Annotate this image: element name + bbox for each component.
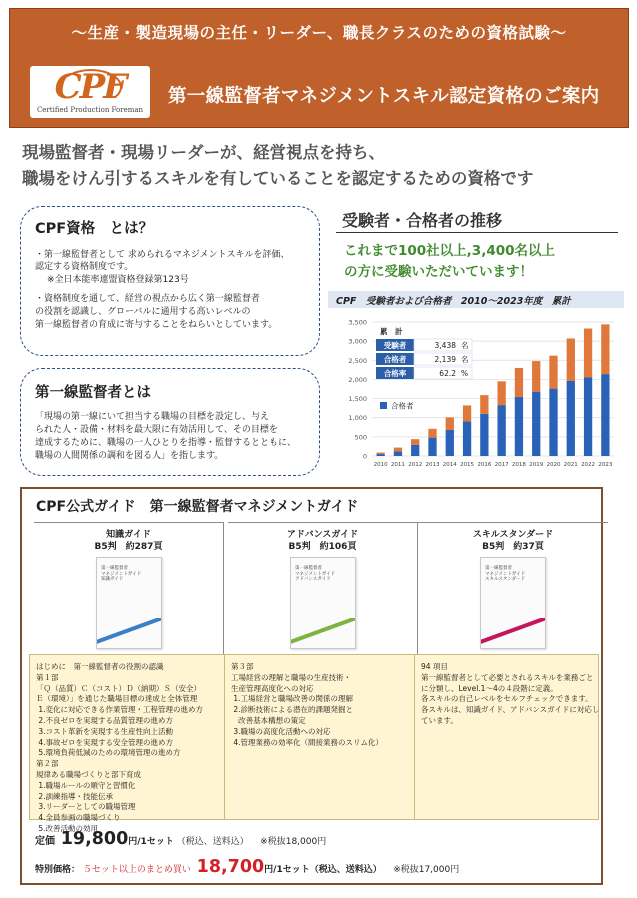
price-tax: （税込、送料込） <box>176 837 249 847</box>
stats-highlight-line-2: の方に受験いただいています！ <box>344 264 533 280</box>
summary-unit: % <box>461 369 469 378</box>
stats-title: 受験者・合格者の推移 <box>342 211 503 230</box>
box2-line-2: られた人・設備・材料を最大限に有効活用して、その目標を <box>35 425 278 435</box>
header-subtitle: 〜生産・製造現場の主任・リーダー、職長クラスのための資格試験〜 <box>71 24 567 42</box>
y-tick-label: 0 <box>362 452 367 461</box>
contents-knowledge <box>30 655 225 833</box>
x-tick-label: 2022 <box>581 462 596 468</box>
bar-examinees <box>549 356 557 389</box>
header-banner <box>9 8 629 128</box>
contents-table <box>29 654 600 833</box>
summary-unit: 名 <box>461 341 469 350</box>
bar-examinees <box>463 405 471 421</box>
bar-passers <box>584 378 592 456</box>
chart-header-text: CPF 受験者および合格者 2010〜2023年度 累計 <box>336 296 571 307</box>
book-size: B5判 約106頁 <box>288 542 357 552</box>
bar-examinees <box>376 453 384 455</box>
summary-title: 累 計 <box>380 327 403 336</box>
contents-advanced-text: 第３部 工場経営の理解と職場の生産技術・ 生産管理高度化への対応 1.工場経営と職場改善の関係の理解 2.診断技術による潜在的課題発掘と 改善基本構想の策定 3.職場の高度化活動への対応 4.管理業務の効率化（間接業務のスリム化） <box>231 662 384 747</box>
intro-text <box>22 140 533 192</box>
x-tick-label: 2011 <box>390 462 405 468</box>
special-amount: 18,700 <box>196 857 265 877</box>
bar-passers <box>428 438 436 456</box>
bar-examinees <box>480 395 488 414</box>
x-tick-label: 2012 <box>408 462 423 468</box>
bar-examinees <box>446 417 454 430</box>
price-label: 定価 <box>35 836 55 847</box>
box1-line-1: ・第一線監督者として 求められるマネジメントスキルを評価、 <box>35 250 290 260</box>
summary-value: 2,139 <box>434 355 456 364</box>
bar-examinees <box>567 338 575 380</box>
book-name: スキルスタンダード <box>472 530 554 540</box>
chart-header-band <box>328 291 624 308</box>
logo-letters: CPF <box>54 67 126 107</box>
cover-stripe <box>291 618 355 648</box>
bar-examinees <box>515 368 523 397</box>
bar-passers <box>515 397 523 456</box>
book-name: アドバンスガイド <box>286 530 359 540</box>
contents-skill-standard <box>415 655 600 819</box>
y-tick-label: 2,500 <box>348 356 367 365</box>
price-amount: 19,800 <box>60 829 129 849</box>
logo-caption: Certified Production Foreman <box>36 106 144 114</box>
x-tick-label: 2020 <box>546 462 561 468</box>
header-title: 第一線監督者マネジメントスキル認定資格のご案内 <box>168 86 600 107</box>
bar-passers <box>446 430 454 456</box>
guide-title: CPF公式ガイド 第一線監督者マネジメントガイド <box>36 499 359 515</box>
x-tick-label: 2014 <box>442 462 457 468</box>
special-condition: ５セット以上のまとめ買い <box>82 865 191 875</box>
x-tick-label: 2017 <box>494 462 509 468</box>
book-cover-image <box>290 557 356 649</box>
bar-passers <box>411 445 419 456</box>
box2-line-1: 「現場の第一線にいて担当する職場の目標を設定し、与え <box>35 412 270 422</box>
bar-passers <box>376 454 384 456</box>
stats-highlight <box>344 241 555 283</box>
summary-label: 合格率 <box>383 369 407 378</box>
x-tick-label: 2015 <box>460 462 475 468</box>
guide-section <box>20 487 603 885</box>
contents-knowledge-text: はじめに 第一線監督者の役割の認識 第１部 「Ｑ（品質）Ｃ（コスト）Ｄ（納期）Ｓ（安全） Ｅ（環境）」を通じた職場目標の達成と全体管理 1.変化に対応できる作業管理・工程管理の進め方 2.不良ゼロを実現する品質管理の進め方 3.コスト革新を実現する生産性向上活動 4.事故ゼロを実現する安全管理の進め方 5.環境負荷低減のための環境管理の進め方 第２部 規律ある職場づくりと部下育成 1.職場ルールの順守と習慣化 2.訓練指導・技能伝承 3.リーダーとしての職場管理 4.全員参画の職場づくり 5.改善活動の効用 <box>36 662 204 833</box>
y-tick-label: 3,000 <box>348 337 367 346</box>
x-tick-label: 2010 <box>373 462 388 468</box>
cpf-definition-title: CPF資格 とは？ <box>35 221 154 237</box>
bar-passers <box>601 374 609 456</box>
x-tick-label: 2016 <box>477 462 492 468</box>
contents-advanced <box>225 655 415 819</box>
box1-line-6: 第一線監督者の育成に寄与することをねらいとしています。 <box>35 320 278 330</box>
price-unit: 円/1セット <box>128 837 174 847</box>
box1-line-5: の役割を認識し、グローバルに通用する高いレベルの <box>35 307 251 317</box>
stats-title-underline <box>336 232 618 233</box>
book-cover-image <box>96 557 162 649</box>
bar-passers <box>532 392 540 456</box>
box2-line-3: 達成するために、職場の一人ひとりを指導・監督するとともに、 <box>35 438 297 448</box>
summary-label: 合格者 <box>383 355 407 364</box>
bar-passers <box>567 381 575 456</box>
book-cover-image <box>480 557 546 649</box>
legend-label: 合格者 <box>391 401 414 411</box>
x-tick-label: 2021 <box>563 462 578 468</box>
contents-skill-text: 94 項目 第一線監督者として必要とされるスキルを業務ごと に分類し、Level.1〜4の４段階に定義。 各スキルの自己レベルをセルフチェックできます。 各スキルは、知識ガイド、アドバンスガイドに対応し ています。 <box>421 662 600 725</box>
y-tick-label: 1,000 <box>348 414 367 423</box>
cpf-logo <box>30 66 150 118</box>
box1-line-2: 認定する資格制度です。 <box>35 262 134 272</box>
x-tick-label: 2023 <box>598 462 613 468</box>
bar-passers <box>394 451 402 456</box>
special-price <box>35 857 459 877</box>
bar-examinees <box>411 439 419 445</box>
bar-passers <box>463 422 471 456</box>
intro-line-1: 現場監督者・現場リーダーが、経営視点を持ち、 <box>22 143 385 162</box>
y-tick-label: 500 <box>354 433 367 442</box>
cpf-definition-box <box>20 206 320 356</box>
special-note: ※税抜17,000円 <box>393 865 460 875</box>
special-unit: 円/1セット（税込、送料込） <box>264 865 382 875</box>
bar-examinees <box>532 361 540 392</box>
y-tick-label: 2,000 <box>348 375 367 384</box>
x-tick-label: 2018 <box>511 462 526 468</box>
book-name: 知識ガイド <box>106 530 151 540</box>
regular-price <box>35 829 326 849</box>
bar-examinees <box>601 324 609 374</box>
book-column-knowledge <box>34 522 224 660</box>
price-note: ※税抜18,000円 <box>260 837 327 847</box>
cover-title: 第一線監督者 マネジメントガイド スキルスタンダード <box>485 566 526 582</box>
bar-examinees <box>428 429 436 438</box>
summary-label: 受験者 <box>383 341 407 350</box>
supervisor-definition-box <box>20 368 320 476</box>
y-tick-label: 1,500 <box>348 395 367 404</box>
stats-highlight-line-1: これまで100社以上,3,400名以上 <box>344 243 556 259</box>
x-tick-label: 2013 <box>425 462 440 468</box>
book-size: B5判 約37頁 <box>482 542 544 552</box>
cover-title: 第一線監督者 マネジメントガイド アドバンスガイド <box>295 566 336 582</box>
bar-passers <box>549 389 557 456</box>
bar-passers <box>497 405 505 456</box>
summary-value: 62.2 <box>439 369 456 378</box>
y-tick-label: 3,500 <box>348 318 367 327</box>
book-size: B5判 約287頁 <box>94 542 163 552</box>
legend-swatch <box>380 402 387 409</box>
cover-stripe <box>97 618 161 648</box>
box1-line-4: ・資格制度を通して、経営の視点から広く第一線監督者 <box>35 294 260 304</box>
summary-unit: 名 <box>461 355 469 364</box>
bar-examinees <box>497 381 505 405</box>
supervisor-definition-title: 第一線監督者とは <box>35 385 151 401</box>
bar-examinees <box>584 329 592 378</box>
box1-line-3: ※全日本能率連盟資格登録第123号 <box>47 275 189 285</box>
box2-line-4: 職場の人間関係の調和を図る人」を指します。 <box>35 451 224 461</box>
book-column-advanced <box>228 522 418 660</box>
bar-passers <box>480 414 488 456</box>
bar-examinees <box>394 448 402 452</box>
cover-title: 第一線監督者 マネジメントガイド 知識ガイド <box>101 566 142 582</box>
x-tick-label: 2019 <box>529 462 544 468</box>
examinee-chart <box>328 312 620 472</box>
book-column-skill-standard <box>418 522 608 660</box>
intro-line-2: 職場をけん引するスキルを有していることを認定するための資格です <box>22 169 534 188</box>
summary-value: 3,438 <box>434 341 456 350</box>
special-label: 特別価格： <box>35 865 81 875</box>
cover-stripe <box>481 618 545 648</box>
